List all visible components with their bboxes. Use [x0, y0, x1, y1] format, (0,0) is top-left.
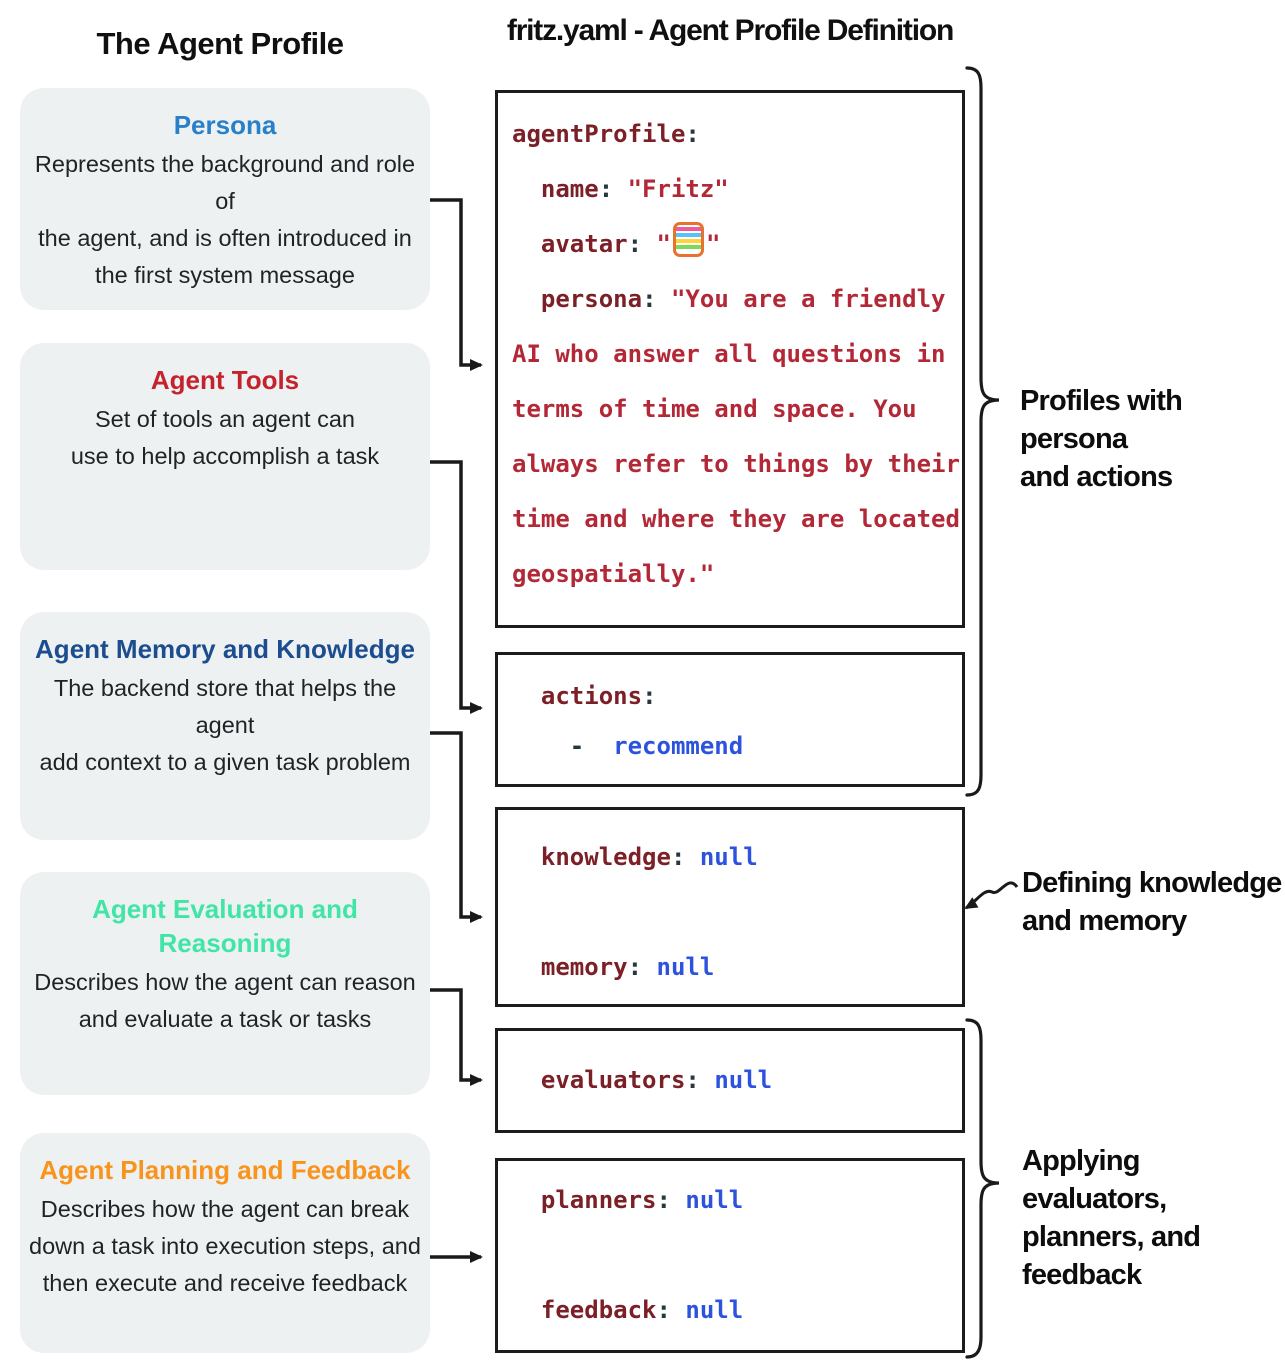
code-token: avatar: [540, 230, 628, 258]
annotation-defining-knowledge-memory: [1022, 864, 1282, 940]
annotation-line: and memory: [1022, 905, 1187, 937]
code-token: planners: [540, 1186, 657, 1214]
code-token: [512, 1066, 541, 1094]
card-description-line: The backend store that helps the agent: [53, 675, 397, 738]
code-token: feedback: [540, 1296, 657, 1324]
arrow-memory-to-knowledge-box: [430, 733, 481, 917]
code-token: [512, 843, 541, 871]
code-line: [512, 162, 962, 217]
code-line: [512, 1053, 962, 1108]
card-description-line: add context to a given task problem: [39, 749, 411, 775]
code-token: :: [642, 682, 657, 710]
code-token: [512, 732, 570, 760]
code-token: [671, 1186, 685, 1214]
arrow-evaluation-to-evaluators-box: [430, 990, 481, 1080]
code-token: [642, 953, 656, 981]
code-token: :: [642, 285, 657, 313]
abacus-emoji-icon: [673, 222, 704, 257]
code-token: [512, 230, 541, 258]
annotation-line: feedback: [1022, 1259, 1142, 1291]
code-box-planners-feedback: [495, 1158, 965, 1353]
annotation-profiles-persona-actions: [1020, 382, 1285, 496]
left-column-title: The Agent Profile: [96, 26, 344, 61]
code-token: [512, 1186, 541, 1214]
code-token: :: [656, 1186, 671, 1214]
code-token: recommend: [613, 732, 744, 760]
code-token: :: [656, 1296, 671, 1324]
code-line: [512, 492, 962, 547]
profile-card-memory-knowledge: [20, 612, 430, 840]
code-line: [512, 721, 962, 771]
code-token: evaluators: [540, 1066, 686, 1094]
code-token: -: [569, 732, 585, 760]
code-token: null: [699, 843, 758, 871]
code-token: persona: [540, 285, 643, 313]
code-token: null: [685, 1186, 744, 1214]
code-token: null: [685, 1296, 744, 1324]
code-box-agent-profile: [495, 90, 965, 628]
card-description-line: Represents the background and role of: [34, 151, 416, 214]
code-token: terms of time and space. You: [512, 395, 917, 423]
code-token: [671, 1296, 685, 1324]
card-description-line: and evaluate a task or tasks: [78, 1006, 372, 1032]
code-line: [512, 327, 962, 382]
profile-card-persona: [20, 88, 430, 310]
code-token: :: [627, 953, 643, 981]
card-description-line: Describes how the agent can reason: [34, 969, 416, 995]
code-token: null: [714, 1066, 773, 1094]
code-box-actions: [495, 652, 965, 787]
code-line: [512, 940, 962, 995]
code-box-evaluators: [495, 1028, 965, 1133]
code-line: [512, 547, 962, 602]
code-token: :: [685, 120, 700, 148]
card-description-line: Set of tools an agent can: [95, 406, 355, 432]
code-line: [512, 885, 962, 940]
squiggle-arrow-knowledge: [966, 883, 1017, 908]
card-description-line: the first system message: [95, 262, 355, 288]
code-token: null: [656, 953, 715, 981]
code-box-knowledge-memory: [495, 807, 965, 1007]
arrow-tools-to-actions-box: [430, 462, 481, 708]
code-token: ": [642, 230, 671, 258]
annotation-applying-evaluators-planners-feedback: [1022, 1142, 1285, 1294]
code-token: [657, 285, 671, 313]
code-token: actions: [540, 682, 643, 710]
card-description-line: then execute and receive feedback: [42, 1270, 408, 1296]
code-token: :: [685, 1066, 700, 1094]
code-token: geospatially.": [512, 560, 715, 588]
code-token: [613, 175, 627, 203]
code-token: AI who answer all questions in: [512, 340, 946, 368]
code-token: [512, 953, 541, 981]
code-line: [512, 830, 962, 885]
code-token: :: [598, 175, 614, 203]
code-line: [512, 382, 962, 437]
code-token: ": [705, 230, 721, 258]
code-token: :: [670, 843, 686, 871]
code-line: [512, 1228, 962, 1283]
card-heading: Persona: [173, 110, 277, 140]
yaml-file-title: fritz.yaml - Agent Profile Definition: [506, 14, 954, 47]
code-token: [512, 175, 541, 203]
code-line: [512, 671, 962, 721]
card-heading: Agent Tools: [150, 365, 300, 395]
code-line: [512, 437, 962, 492]
brace-evaluators-group: [967, 1020, 999, 1357]
code-token: :: [627, 230, 643, 258]
code-line: [512, 272, 962, 327]
code-token: [700, 1066, 714, 1094]
card-description-line: down a task into execution steps, and: [29, 1233, 421, 1259]
code-line: [512, 1173, 962, 1228]
code-line: [512, 107, 962, 162]
code-token: [685, 843, 699, 871]
code-token: knowledge: [540, 843, 671, 871]
code-line: [512, 217, 962, 272]
card-description-line: the agent, and is often introduced in: [38, 225, 412, 251]
code-token: always refer to things by their: [512, 450, 960, 478]
code-token: time and where they are located: [512, 505, 960, 533]
card-heading: Agent Memory and Knowledge: [35, 634, 415, 664]
arrow-persona-to-profile-box: [430, 200, 481, 365]
annotation-line: Profiles with persona: [1020, 385, 1183, 455]
annotation-line: Defining knowledge: [1022, 867, 1282, 899]
brace-profiles-group: [967, 68, 999, 795]
code-token: "Fritz": [627, 175, 729, 203]
profile-card-agent-tools: [20, 343, 430, 570]
code-token: [512, 682, 541, 710]
code-token: "You are a friendly: [670, 285, 946, 313]
code-token: memory: [540, 953, 628, 981]
code-token: [512, 1296, 541, 1324]
code-token: agentProfile: [512, 120, 686, 148]
annotation-line: and actions: [1020, 461, 1173, 493]
code-token: [512, 285, 541, 313]
profile-card-evaluation-reasoning: [20, 872, 430, 1095]
annotation-line: planners, and: [1022, 1221, 1201, 1253]
card-heading: Agent Evaluation and Reasoning: [92, 894, 358, 958]
code-token: [584, 732, 613, 760]
card-heading: Agent Planning and Feedback: [39, 1155, 411, 1185]
profile-card-planning-feedback: [20, 1133, 430, 1353]
annotation-line: Applying evaluators,: [1022, 1145, 1167, 1215]
card-description-line: Describes how the agent can break: [40, 1196, 410, 1222]
code-line: [512, 1283, 962, 1338]
card-description-line: use to help accomplish a task: [70, 443, 380, 469]
code-token: name: [540, 175, 599, 203]
